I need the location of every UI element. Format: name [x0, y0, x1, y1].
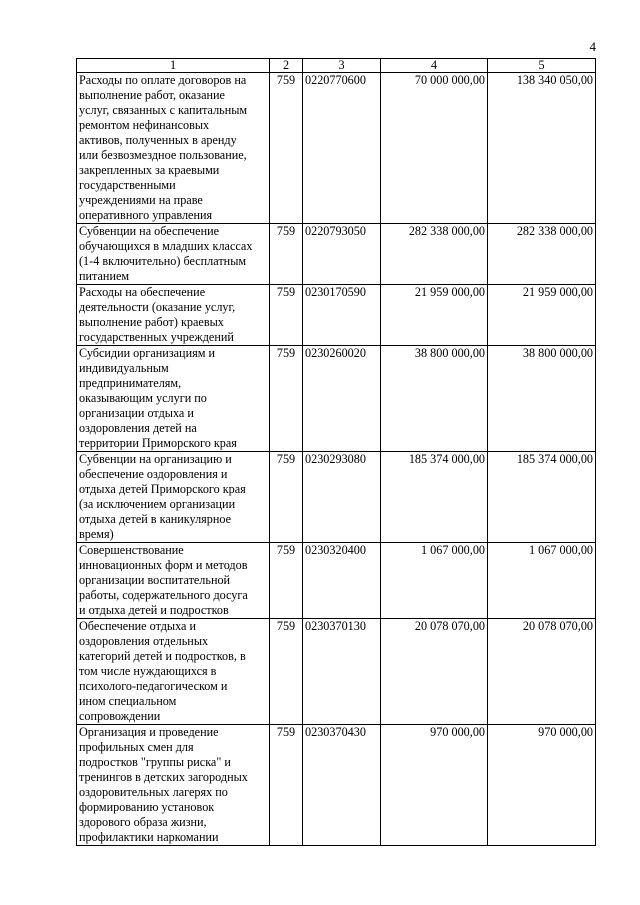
row-code: 759 [270, 452, 303, 543]
row-target-article: 0220770600 [303, 73, 381, 224]
row-description: Организация и проведение профильных смен для подростков "группы риска" и тренингов в детских загородных оздоровительных лагерях по формированию установок здорового образа жизни, профилактики наркомании [77, 725, 270, 846]
row-target-article: 0230293080 [303, 452, 381, 543]
row-description: Совершенствование инновационных форм и методов организации воспитательной работы, содержательного досуга и отдыха детей и подростков [77, 543, 270, 619]
row-amount-col5: 21 959 000,00 [488, 285, 596, 346]
row-description: Субсидии организациям и индивидуальным предпринимателям, оказывающим услуги по организации отдыха и оздоровления детей на территории Приморского края [77, 346, 270, 452]
budget-table [76, 58, 596, 846]
row-amount-col5: 1 067 000,00 [488, 543, 596, 619]
table-row [77, 224, 596, 285]
row-description: Обеспечение отдыха и оздоровления отдельных категорий детей и подростков, в том числе нуждающихся в психолого-педагогическом и ином специальном сопровождении [77, 619, 270, 725]
row-target-article: 0230260020 [303, 346, 381, 452]
table-row [77, 725, 596, 846]
row-amount-col4: 1 067 000,00 [381, 543, 488, 619]
row-description: Расходы на обеспечение деятельности (оказание услуг, выполнение работ) краевых государственных учреждений [77, 285, 270, 346]
table-row [77, 346, 596, 452]
header-col-5: 5 [488, 59, 596, 73]
row-description: Субвенции на организацию и обеспечение оздоровления и отдыха детей Приморского края (за исключением организации отдыха детей в каникулярное время) [77, 452, 270, 543]
row-amount-col4: 38 800 000,00 [381, 346, 488, 452]
table-row [77, 73, 596, 224]
row-code: 759 [270, 224, 303, 285]
row-target-article: 0230170590 [303, 285, 381, 346]
header-col-1: 1 [77, 59, 270, 73]
row-amount-col5: 185 374 000,00 [488, 452, 596, 543]
row-amount-col5: 282 338 000,00 [488, 224, 596, 285]
row-amount-col5: 38 800 000,00 [488, 346, 596, 452]
page-number: 4 [589, 39, 596, 54]
row-amount-col4: 185 374 000,00 [381, 452, 488, 543]
row-target-article: 0230370130 [303, 619, 381, 725]
row-target-article: 0230370430 [303, 725, 381, 846]
table-row [77, 619, 596, 725]
table-row [77, 285, 596, 346]
row-code: 759 [270, 619, 303, 725]
table-row [77, 452, 596, 543]
row-amount-col5: 970 000,00 [488, 725, 596, 846]
header-col-3: 3 [303, 59, 381, 73]
row-amount-col4: 21 959 000,00 [381, 285, 488, 346]
row-code: 759 [270, 543, 303, 619]
row-code: 759 [270, 725, 303, 846]
row-amount-col4: 20 078 070,00 [381, 619, 488, 725]
row-code: 759 [270, 346, 303, 452]
header-col-4: 4 [381, 59, 488, 73]
row-description: Субвенции на обеспечение обучающихся в младших классах (1-4 включительно) бесплатным питанием [77, 224, 270, 285]
table-row [77, 543, 596, 619]
row-amount-col4: 282 338 000,00 [381, 224, 488, 285]
table-header-row [77, 59, 596, 73]
header-col-2: 2 [270, 59, 303, 73]
row-code: 759 [270, 285, 303, 346]
row-code: 759 [270, 73, 303, 224]
row-amount-col4: 970 000,00 [381, 725, 488, 846]
row-amount-col5: 20 078 070,00 [488, 619, 596, 725]
row-amount-col5: 138 340 050,00 [488, 73, 596, 224]
row-amount-col4: 70 000 000,00 [381, 73, 488, 224]
row-target-article: 0220793050 [303, 224, 381, 285]
row-target-article: 0230320400 [303, 543, 381, 619]
row-description: Расходы по оплате договоров на выполнение работ, оказание услуг, связанных с капитальным ремонтом нефинансовых активов, полученных в аренду или безвозмездное пользование, закрепленных за краевыми государственными учреждениями на праве оперативного управления [77, 73, 270, 224]
